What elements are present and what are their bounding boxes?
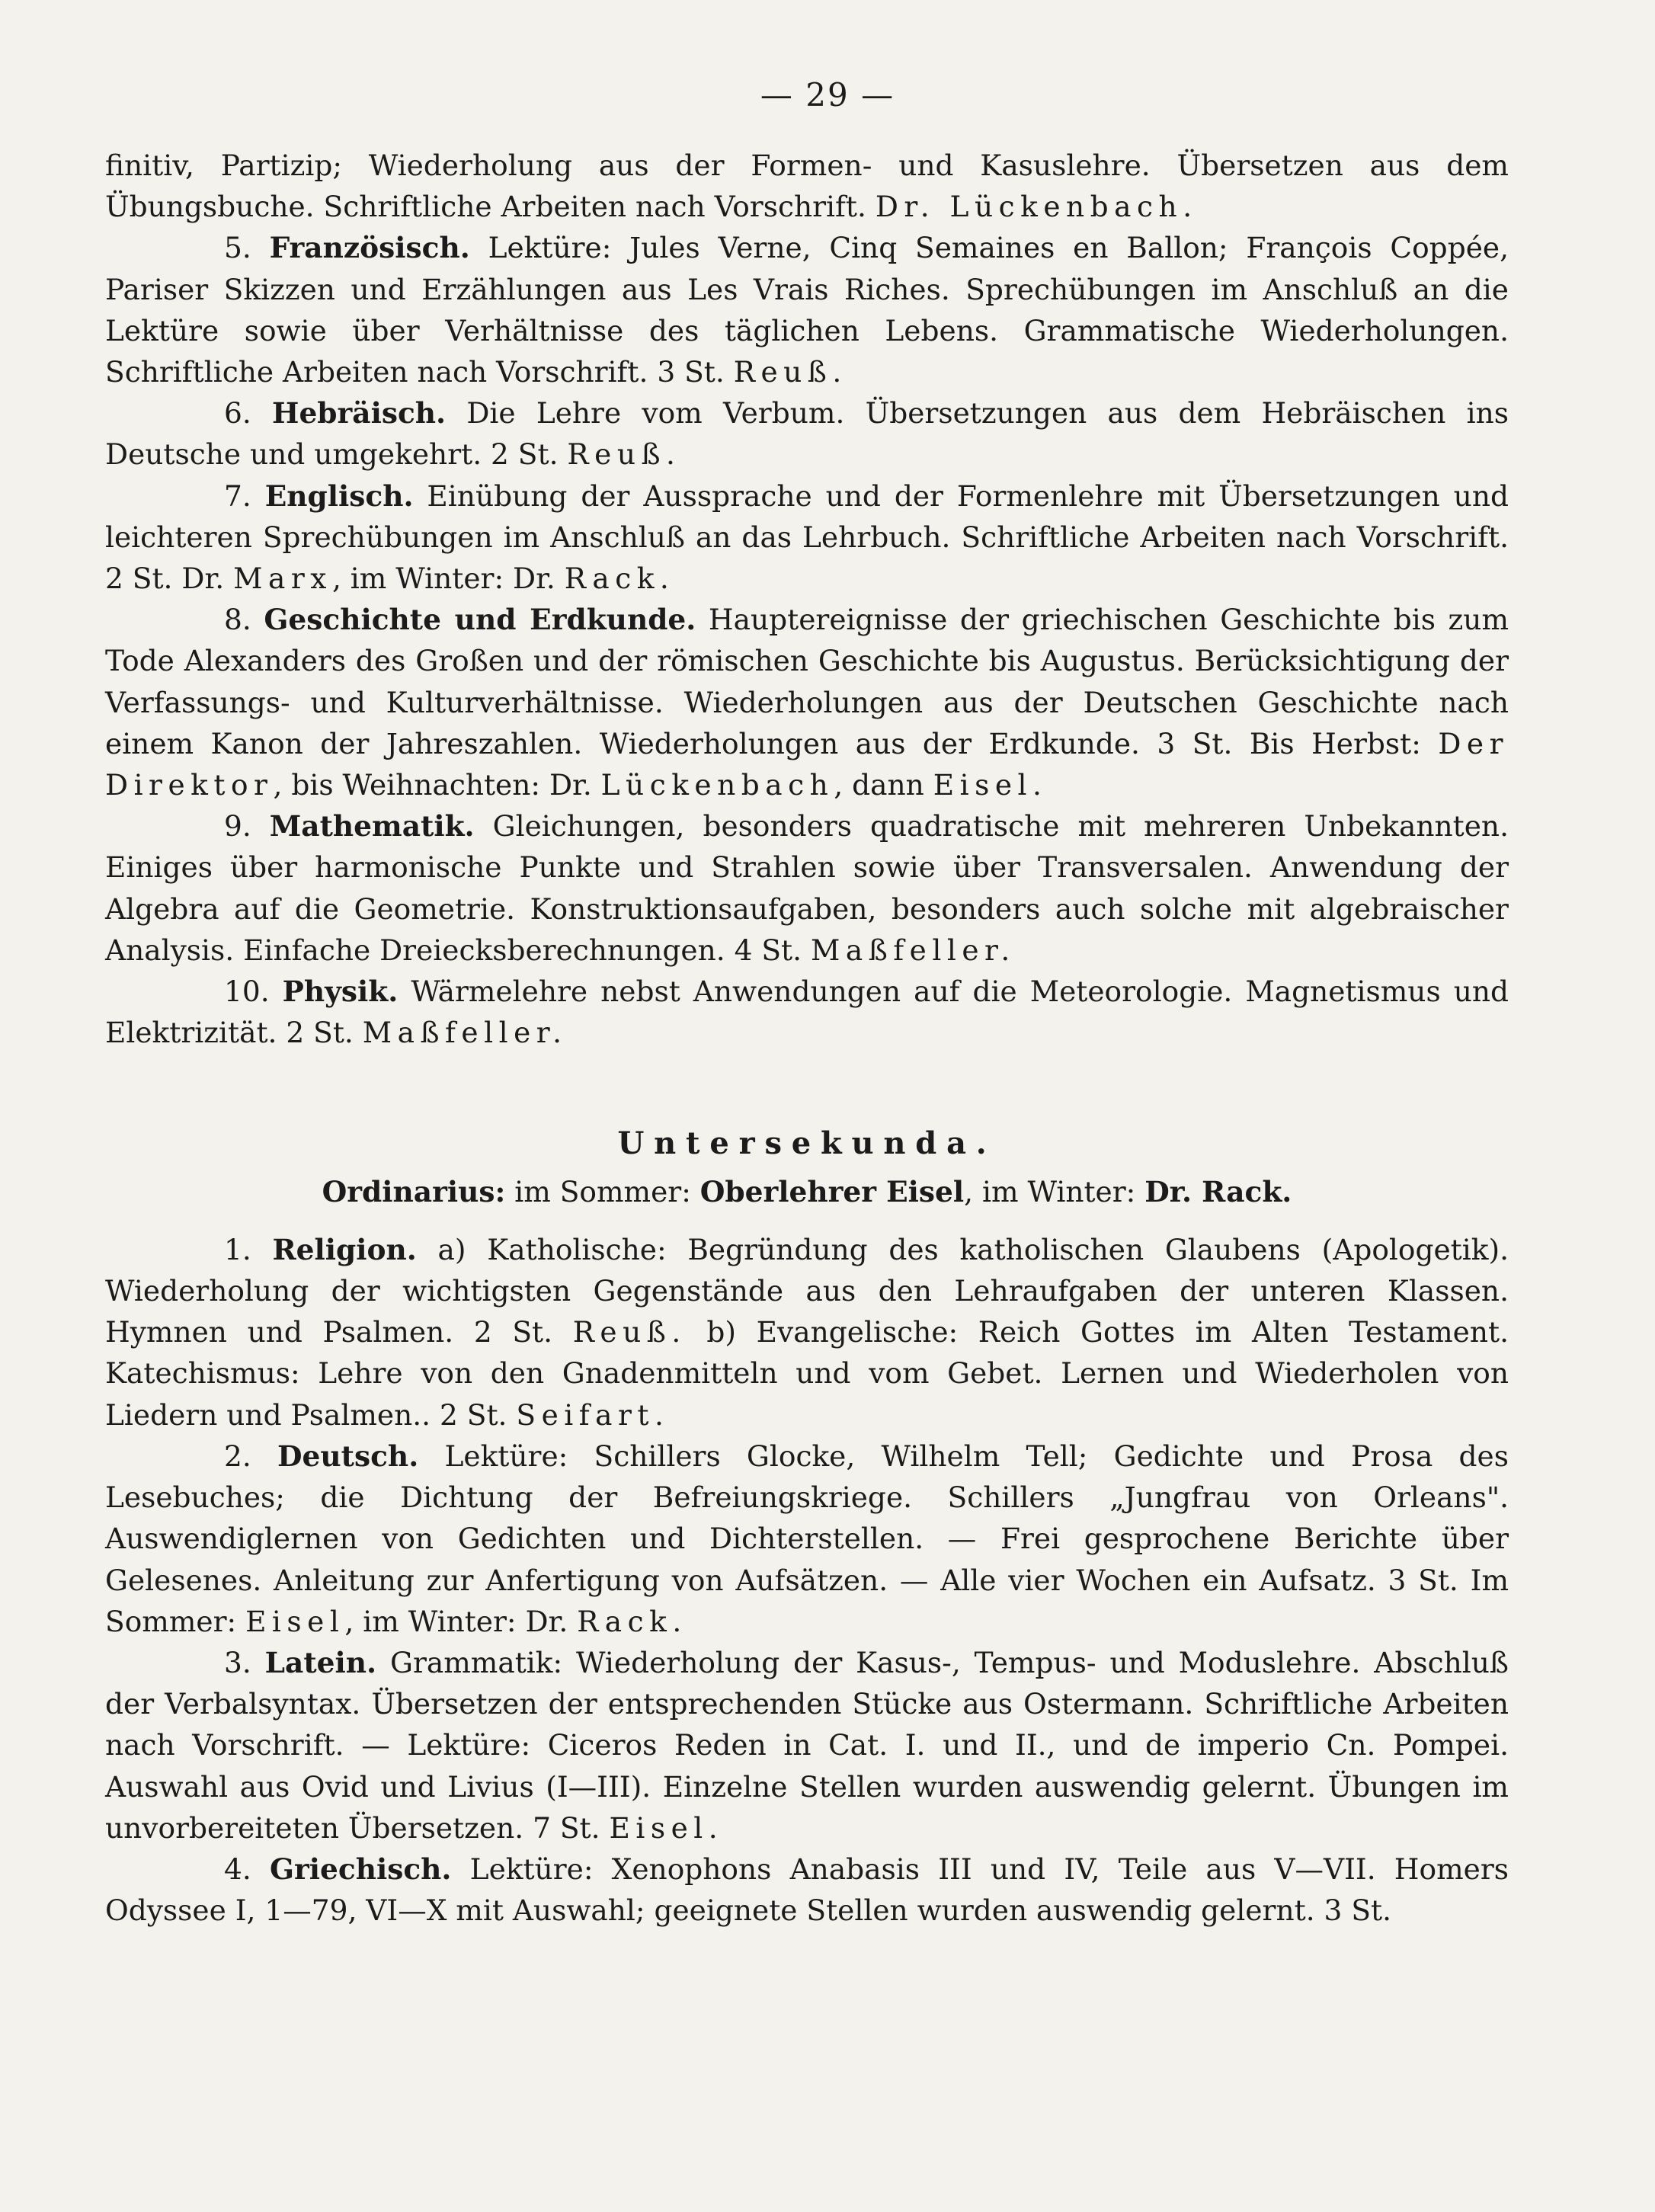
teacher-name: Dr. Lückenbach. <box>875 190 1198 224</box>
subject-heading: Physik. <box>282 975 399 1009</box>
paragraph-religion: 1. Religion. a) Katholische: Begründung des katholischen Glaubens (Apologetik). Wiederholung der wichtigsten Gegenstände aus den Lehraufgaben der unteren Klassen. Hymnen und Psalmen. 2 St. Reuß. b) Evangelische: Reich Gottes im Alten Testament. Katechismus: Lehre von den Gnadenmitteln und vom Gebet. Lernen und Wiederholen von Liedern und Psalmen.. 2 St. Seifart. <box>105 1232 1509 1432</box>
paragraph-continuation: finitiv, Partizip; Wiederholung aus der Formen- und Kasuslehre. Übersetzen aus dem Übungsbuche. Schriftliche Arbeiten nach Vorschrift. Dr. Lückenbach. <box>105 149 1509 224</box>
paragraph-geschichte: 8. Geschichte und Erdkunde. Hauptereignisse der griechischen Geschichte bis zum Tode Alexanders des Großen und der römischen Geschichte bis Augustus. Berücksichtigung der Verfassungs- und Kulturverhältnisse. Wiederholungen aus der Deutschen Geschichte nach einem Kanon der Jahreszahlen. Wiederholungen aus der Erdkunde. 3 St. Bis Herbst: Der Direktor, bis Weihnachten: Dr. Lückenbach, dann Eisel. <box>105 603 1509 802</box>
paragraph-mathematik: 9. Mathematik. Gleichungen, besonders quadratische mit mehreren Unbekannten. Einiges über harmonische Punkte und Strahlen sowie über Transversalen. Anwendung der Algebra auf die Geometrie. Konstruktionsaufgaben, besonders auch solche mit algebraischer Analysis. Einfache Dreiecksberechnungen. 4 St. Maßfeller. <box>105 809 1509 967</box>
page-number: — 29 — <box>760 76 895 114</box>
subject-heading: Deutsch. <box>277 1439 419 1473</box>
paragraph-franzoesisch: 5. Französisch. Lektüre: Jules Verne, Cinq Semaines en Ballon; François Coppée, Pariser Skizzen und Erzählungen aus Les Vrais Riches. Sprechübungen im Anschluß an die Lektüre sowie über Verhältnisse des täglichen Lebens. Grammatische Wiederholungen. Schriftliche Arbeiten nach Vorschrift. 3 St. Reuß. <box>105 231 1509 389</box>
teacher-name: Eisel <box>245 1604 345 1638</box>
ordinarius-winter-name: Dr. Rack. <box>1144 1174 1292 1208</box>
teacher-name: Seifart. <box>516 1397 670 1432</box>
teacher-name: Reuß. <box>572 1315 687 1349</box>
teacher-name: Rack. <box>564 562 675 596</box>
teacher-name: Reuß. <box>733 355 847 389</box>
paragraph-latein: 3. Latein. Grammatik: Wiederholung der Kasus-, Tempus- und Moduslehre. Abschluß der Verbalsyntax. Übersetzen der entsprechenden Stücke aus Ostermann. Schriftliche Arbeiten nach Vorschrift. — Lektüre: Ciceros Reden in Cat. I. und II., und de imperio Cn. Pompei. Auswahl aus Ovid und Livius (I—III). Einzelne Stellen wurden auswendig gelernt. Übungen im unvorbereiteten Übersetzen. 7 St. Eisel. <box>105 1645 1509 1845</box>
teacher-name: Marx <box>233 562 332 596</box>
class-title: Untersekunda. <box>617 1125 997 1162</box>
paragraph-englisch: 7. Englisch. Einübung der Aussprache und der Formenlehre mit Übersetzungen und leichteren Sprechübungen im Anschluß an das Lehrbuch. Schriftliche Arbeiten nach Vorschrift. 2 St. Dr. Marx, im Winter: Dr. Rack. <box>105 479 1509 596</box>
teacher-name: Eisel. <box>933 768 1048 802</box>
subject-heading: Geschichte und Erdkunde. <box>264 603 696 637</box>
subject-heading: Religion. <box>272 1232 417 1266</box>
teacher-name: Maßfeller. <box>810 933 1016 967</box>
teacher-name: Reuß. <box>567 437 681 472</box>
teacher-name: Eisel. <box>609 1810 724 1845</box>
subject-heading: Französisch. <box>269 231 470 265</box>
paragraph-deutsch: 2. Deutsch. Lektüre: Schillers Glocke, Wilhelm Tell; Gedichte und Prosa des Lesebuches; die Dichtung der Befreiungskriege. Schillers „Jungfrau von Orleans". Auswendiglernen von Gedichten und Dichterstellen. — Frei gesprochene Berichte über Gelesenes. Anleitung zur Anfertigung von Aufsätzen. — Alle vier Wochen ein Aufsatz. 3 St. Im Sommer: Eisel, im Winter: Dr. Rack. <box>105 1439 1509 1638</box>
subject-heading: Mathematik. <box>269 809 475 844</box>
paragraph-physik: 10. Physik. Wärmelehre nebst Anwendungen auf die Meteorologie. Magnetismus und Elektrizität. 2 St. Maßfeller. <box>105 975 1509 1050</box>
paragraph-hebraeisch: 6. Hebräisch. Die Lehre vom Verbum. Übersetzungen aus dem Hebräischen ins Deutsche und umgekehrt. 2 St. Reuß. <box>105 396 1509 472</box>
teacher-name: Maßfeller. <box>362 1016 568 1050</box>
ordinarius-line: Ordinarius: im Sommer: Oberlehrer Eisel, im Winter: Dr. Rack. <box>322 1174 1292 1208</box>
teacher-name: Rack. <box>577 1604 687 1638</box>
subject-heading: Griechisch. <box>269 1852 452 1886</box>
subject-heading: Hebräisch. <box>272 396 447 431</box>
ordinarius-label: Ordinarius: <box>322 1174 506 1208</box>
subject-heading: Englisch. <box>264 479 414 513</box>
paragraph-griechisch: 4. Griechisch. Lektüre: Xenophons Anabasis III und IV, Teile aus V—VII. Homers Odyssee I, 1—79, VI—X mit Auswahl; geeignete Stellen wurden auswendig gelernt. 3 St. <box>105 1852 1509 1928</box>
teacher-name: Lückenbach <box>600 768 834 802</box>
ordinarius-summer-name: Oberlehrer Eisel <box>699 1174 965 1208</box>
subject-heading: Latein. <box>264 1645 377 1679</box>
body-text <box>105 145 1509 1931</box>
teacher-name: Der Direktor <box>105 726 1509 802</box>
